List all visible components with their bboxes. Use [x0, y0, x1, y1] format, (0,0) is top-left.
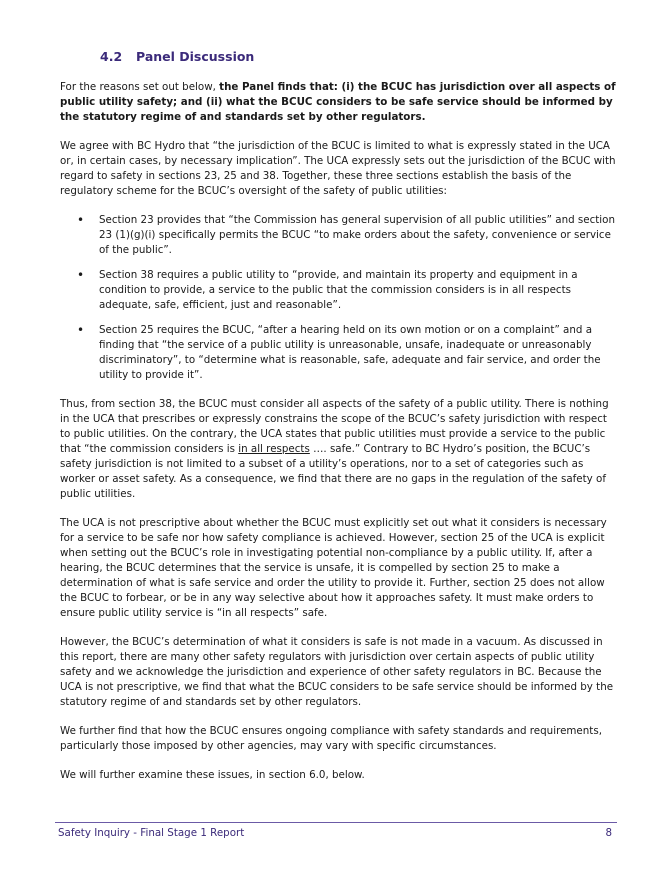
list-item-text: Section 23 provides that “the Commission has general supervision of all public utilities” and section 23 (1)(g)(i) specifically permits the BCUC “to make orders about the safety, convenience or service of the public”. — [99, 214, 615, 256]
bullet-icon: • — [77, 213, 85, 227]
footer-title: Safety Inquiry - Final Stage 1 Report — [58, 827, 245, 839]
paragraph-scope — [60, 397, 620, 502]
section-title: Panel Discussion — [136, 49, 255, 64]
intro-paragraph — [60, 80, 620, 125]
list-item-text: Section 25 requires the BCUC, “after a hearing held on its own motion or on a complaint” and a finding that “the service of a public utility is unreasonable, unsafe, inadequate or unreasonably discriminatory”, to “determine what is reasonable, safe, adequate and fair service, and order the utility to provide it”. — [99, 324, 601, 381]
list-item-section-23 — [60, 213, 620, 258]
paragraph-vacuum: However, the BCUC’s determination of what it considers is safe is not made in a vacuum. As discussed in this report, there are many other safety regulators with jurisdiction over certain aspects of public utility safety and we acknowledge the jurisdiction and experience of other safety regulators in BC. Because the UCA is not prescriptive, we find that what the BCUC considers to be safe service should be informed by the statutory regime of and standards set by other regulators. — [60, 636, 614, 708]
paragraph-next: We will further examine these issues, in section 6.0, below. — [60, 769, 365, 781]
section-heading — [100, 49, 254, 64]
intro-lead: For the reasons set out below, — [60, 81, 220, 93]
section-number: 4.2 — [100, 49, 123, 64]
paragraph-scope-text-end: …. safe.” Contrary to BC Hydro’s position, the BCUC’s safety jurisdiction is not limited to a subset of a utility’s operations, nor to a set of categories such as worker or asset safety. As a consequence, we find that there are no gaps in the regulation of the safety of public utilities. — [60, 443, 606, 500]
bullet-icon: • — [77, 268, 85, 282]
list-item-text: Section 38 requires a public utility to “provide, and maintain its property and equipment in a condition to provide, a service to the public that the commission considers is in all respects adequate, safe, efficient, just and reasonable”. — [99, 269, 578, 311]
list-item-section-25 — [60, 323, 620, 383]
paragraph-compliance: We further find that how the BCUC ensures ongoing compliance with safety standards and requirements, particularly those imposed by other agencies, may vary with specific circumstances. — [60, 725, 602, 752]
list-item-section-38 — [60, 268, 620, 313]
uca-sections-list — [60, 213, 620, 383]
panel-finding: the Panel finds that: (i) the BCUC has jurisdiction over all aspects of public utility safety; and (ii) what the BCUC considers to be safe service should be informed by the statutory regime of and standards set by other regulators. — [60, 81, 616, 123]
page-number: 8 — [605, 827, 612, 839]
underlined-phrase: in all respects — [238, 443, 310, 455]
footer-divider — [55, 822, 617, 823]
paragraph-jurisdiction: We agree with BC Hydro that “the jurisdiction of the BCUC is limited to what is expressly stated in the UCA or, in certain cases, by necessary implication”. The UCA expressly sets out the jurisdiction of the BCUC with regard to safety in sections 23, 25 and 38. Together, these three sections establish the basis of the regulatory scheme for the BCUC’s oversight of the safety of public utilities: — [60, 140, 616, 197]
bullet-icon: • — [77, 323, 85, 337]
paragraph-scope-text: Thus, from section 38, the BCUC must consider all aspects of the safety of a public utility. There is nothing in the UCA that prescribes or expressly constrains the scope of the BCUC’s safety jurisdiction with respect to public utilities. On the contrary, the UCA states that public utilities must provide a service to the public that “the commission considers is — [60, 398, 609, 455]
document-body — [60, 80, 620, 797]
paragraph-prescriptive: The UCA is not prescriptive about whether the BCUC must explicitly set out what it considers is necessary for a service to be safe nor how safety compliance is achieved. However, section 25 of the UCA is explicit when setting out the BCUC’s role in investigating potential non-compliance by a public utility. If, after a hearing, the BCUC determines that the service is unsafe, it is compelled by section 25 to make a determination of what is safe service and order the utility to provide it. Further, section 25 does not allow the BCUC to forbear, or be in any way selective about how it approaches safety. It must make orders to ensure public utility service is “in all respects” safe. — [60, 517, 607, 619]
